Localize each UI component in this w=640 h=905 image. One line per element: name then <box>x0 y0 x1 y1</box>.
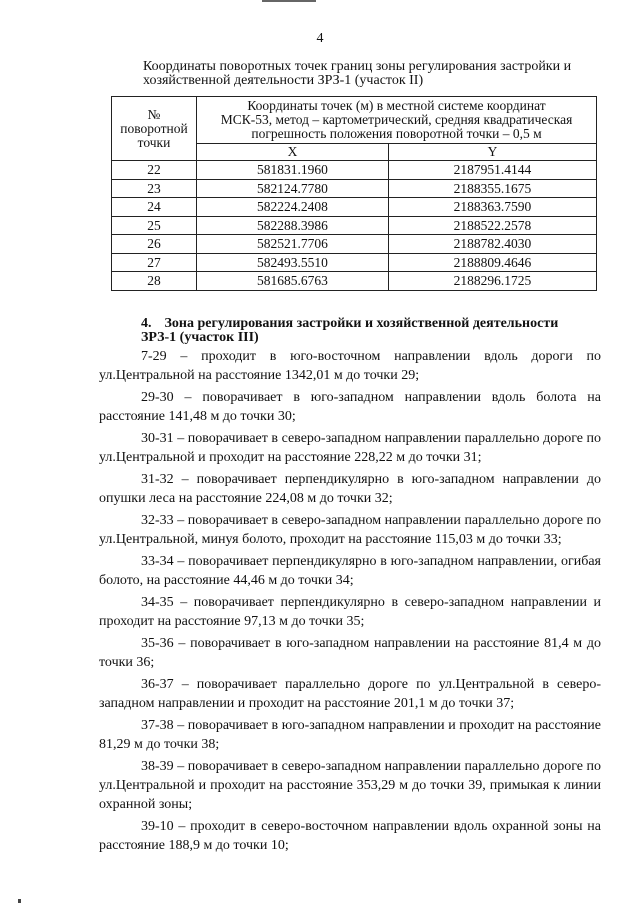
cell-y: 2188809.4646 <box>388 253 596 272</box>
table-caption <box>143 60 613 88</box>
boundary-paragraph: 35-36 – поворачивает в юго-западном направлении на расстояние 81,4 м до точки 36; <box>99 636 601 670</box>
table-row <box>112 161 597 180</box>
section-title-text-1: Зона регулирования застройки и хозяйственной деятельности <box>164 316 559 331</box>
table-caption-line-2: хозяйственной деятельности ЗРЗ-1 (участок II) <box>143 73 424 88</box>
cell-y: 2187951.4144 <box>388 161 596 180</box>
section-title <box>141 317 601 345</box>
boundary-paragraph: 31-32 – поворачивает перпендикулярно в юго-западном направлении до опушки леса на расстояние 224,08 м до точки 32; <box>99 472 601 506</box>
cell-point-number: 27 <box>112 253 197 272</box>
cell-x: 582521.7706 <box>197 235 389 254</box>
cell-x: 581831.1960 <box>197 161 389 180</box>
cell-point-number: 23 <box>112 179 197 198</box>
cell-y: 2188522.2578 <box>388 216 596 235</box>
page-number: 4 <box>316 31 324 46</box>
table-row <box>112 235 597 254</box>
header-x: X <box>197 144 389 161</box>
cell-x: 582493.5510 <box>197 253 389 272</box>
scan-artifact-corner <box>18 899 21 903</box>
cell-y: 2188296.1725 <box>388 272 596 291</box>
header-coordinate-system-line-3: погрешность положения поворотной точки – 0,5 м <box>251 126 542 141</box>
boundary-paragraph: 33-34 – поворачивает перпендикулярно в юго-западном направлении, огибая болото, на расстояние 44,46 м до точки 34; <box>99 554 601 588</box>
cell-point-number: 24 <box>112 198 197 217</box>
section-number: 4. <box>141 316 152 331</box>
boundary-paragraph: 38-39 – поворачивает в северо-западном направлении параллельно дороге по ул.Центральной и проходит на расстояние 353,29 м до точки 39, примыкая к линии охранной зоны; <box>99 759 601 812</box>
table-row <box>112 272 597 291</box>
cell-point-number: 22 <box>112 161 197 180</box>
boundary-paragraph: 37-38 – поворачивает в юго-западном направлении и проходит на расстояние 81,29 м до точки 38; <box>99 718 601 752</box>
table-row <box>112 198 597 217</box>
boundary-paragraph: 29-30 – поворачивает в юго-западном направлении вдоль болота на расстояние 141,48 м до точки 30; <box>99 390 601 424</box>
cell-y: 2188363.7590 <box>388 198 596 217</box>
cell-point-number: 26 <box>112 235 197 254</box>
section-title-line-2: ЗРЗ-1 (участок III) <box>141 330 259 345</box>
cell-x: 582124.7780 <box>197 179 389 198</box>
boundary-paragraph: 36-37 – поворачивает параллельно дороге по ул.Центральной в северо-западном направлении и проходит на расстояние 201,1 м до точки 37; <box>99 677 601 711</box>
header-coordinate-system-line-1: Координаты точек (м) в местной системе координат <box>247 98 546 113</box>
cell-y: 2188355.1675 <box>388 179 596 198</box>
header-point-number-line-1: № <box>147 106 161 122</box>
boundary-description <box>99 347 601 858</box>
cell-x: 582288.3986 <box>197 216 389 235</box>
boundary-paragraph: 7-29 – проходит в юго-восточном направлении вдоль дороги по ул.Центральной на расстояние 1342,01 м до точки 29; <box>99 349 601 383</box>
scan-artifact-top <box>262 0 316 2</box>
cell-x: 582224.2408 <box>197 198 389 217</box>
header-point-number <box>112 97 197 161</box>
header-point-number-line-2: поворотной <box>120 120 188 136</box>
table-caption-line-1: Координаты поворотных точек границ зоны регулирования застройки и <box>143 59 572 74</box>
header-coordinate-system-line-2: МСК-53, метод – картометрический, средняя квадратическая <box>220 112 573 127</box>
table-row <box>112 253 597 272</box>
boundary-paragraph: 34-35 – поворачивает перпендикулярно в северо-западном направлении и проходит на расстояние 97,13 м до точки 35; <box>99 595 601 629</box>
cell-point-number: 28 <box>112 272 197 291</box>
boundary-paragraph: 32-33 – поворачивает в северо-западном направлении параллельно дороге по ул.Центральной, минуя болото, проходит на расстояние 115,03 м до точки 33; <box>99 513 601 547</box>
cell-x: 581685.6763 <box>197 272 389 291</box>
header-y: Y <box>388 144 596 161</box>
section-title-line-1 <box>141 317 601 331</box>
table-row <box>112 216 597 235</box>
boundary-paragraph: 30-31 – поворачивает в северо-западном направлении параллельно дороге по ул.Центральной и проходит на расстояние 228,22 м до точки 31; <box>99 431 601 465</box>
header-point-number-line-3: точки <box>137 134 171 150</box>
boundary-paragraph: 39-10 – проходит в северо-восточном направлении вдоль охранной зоны на расстояние 188,9 м до точки 10; <box>99 819 601 853</box>
table-row <box>112 179 597 198</box>
cell-y: 2188782.4030 <box>388 235 596 254</box>
header-coordinate-system <box>197 97 597 144</box>
coordinates-table <box>111 96 597 291</box>
cell-point-number: 25 <box>112 216 197 235</box>
